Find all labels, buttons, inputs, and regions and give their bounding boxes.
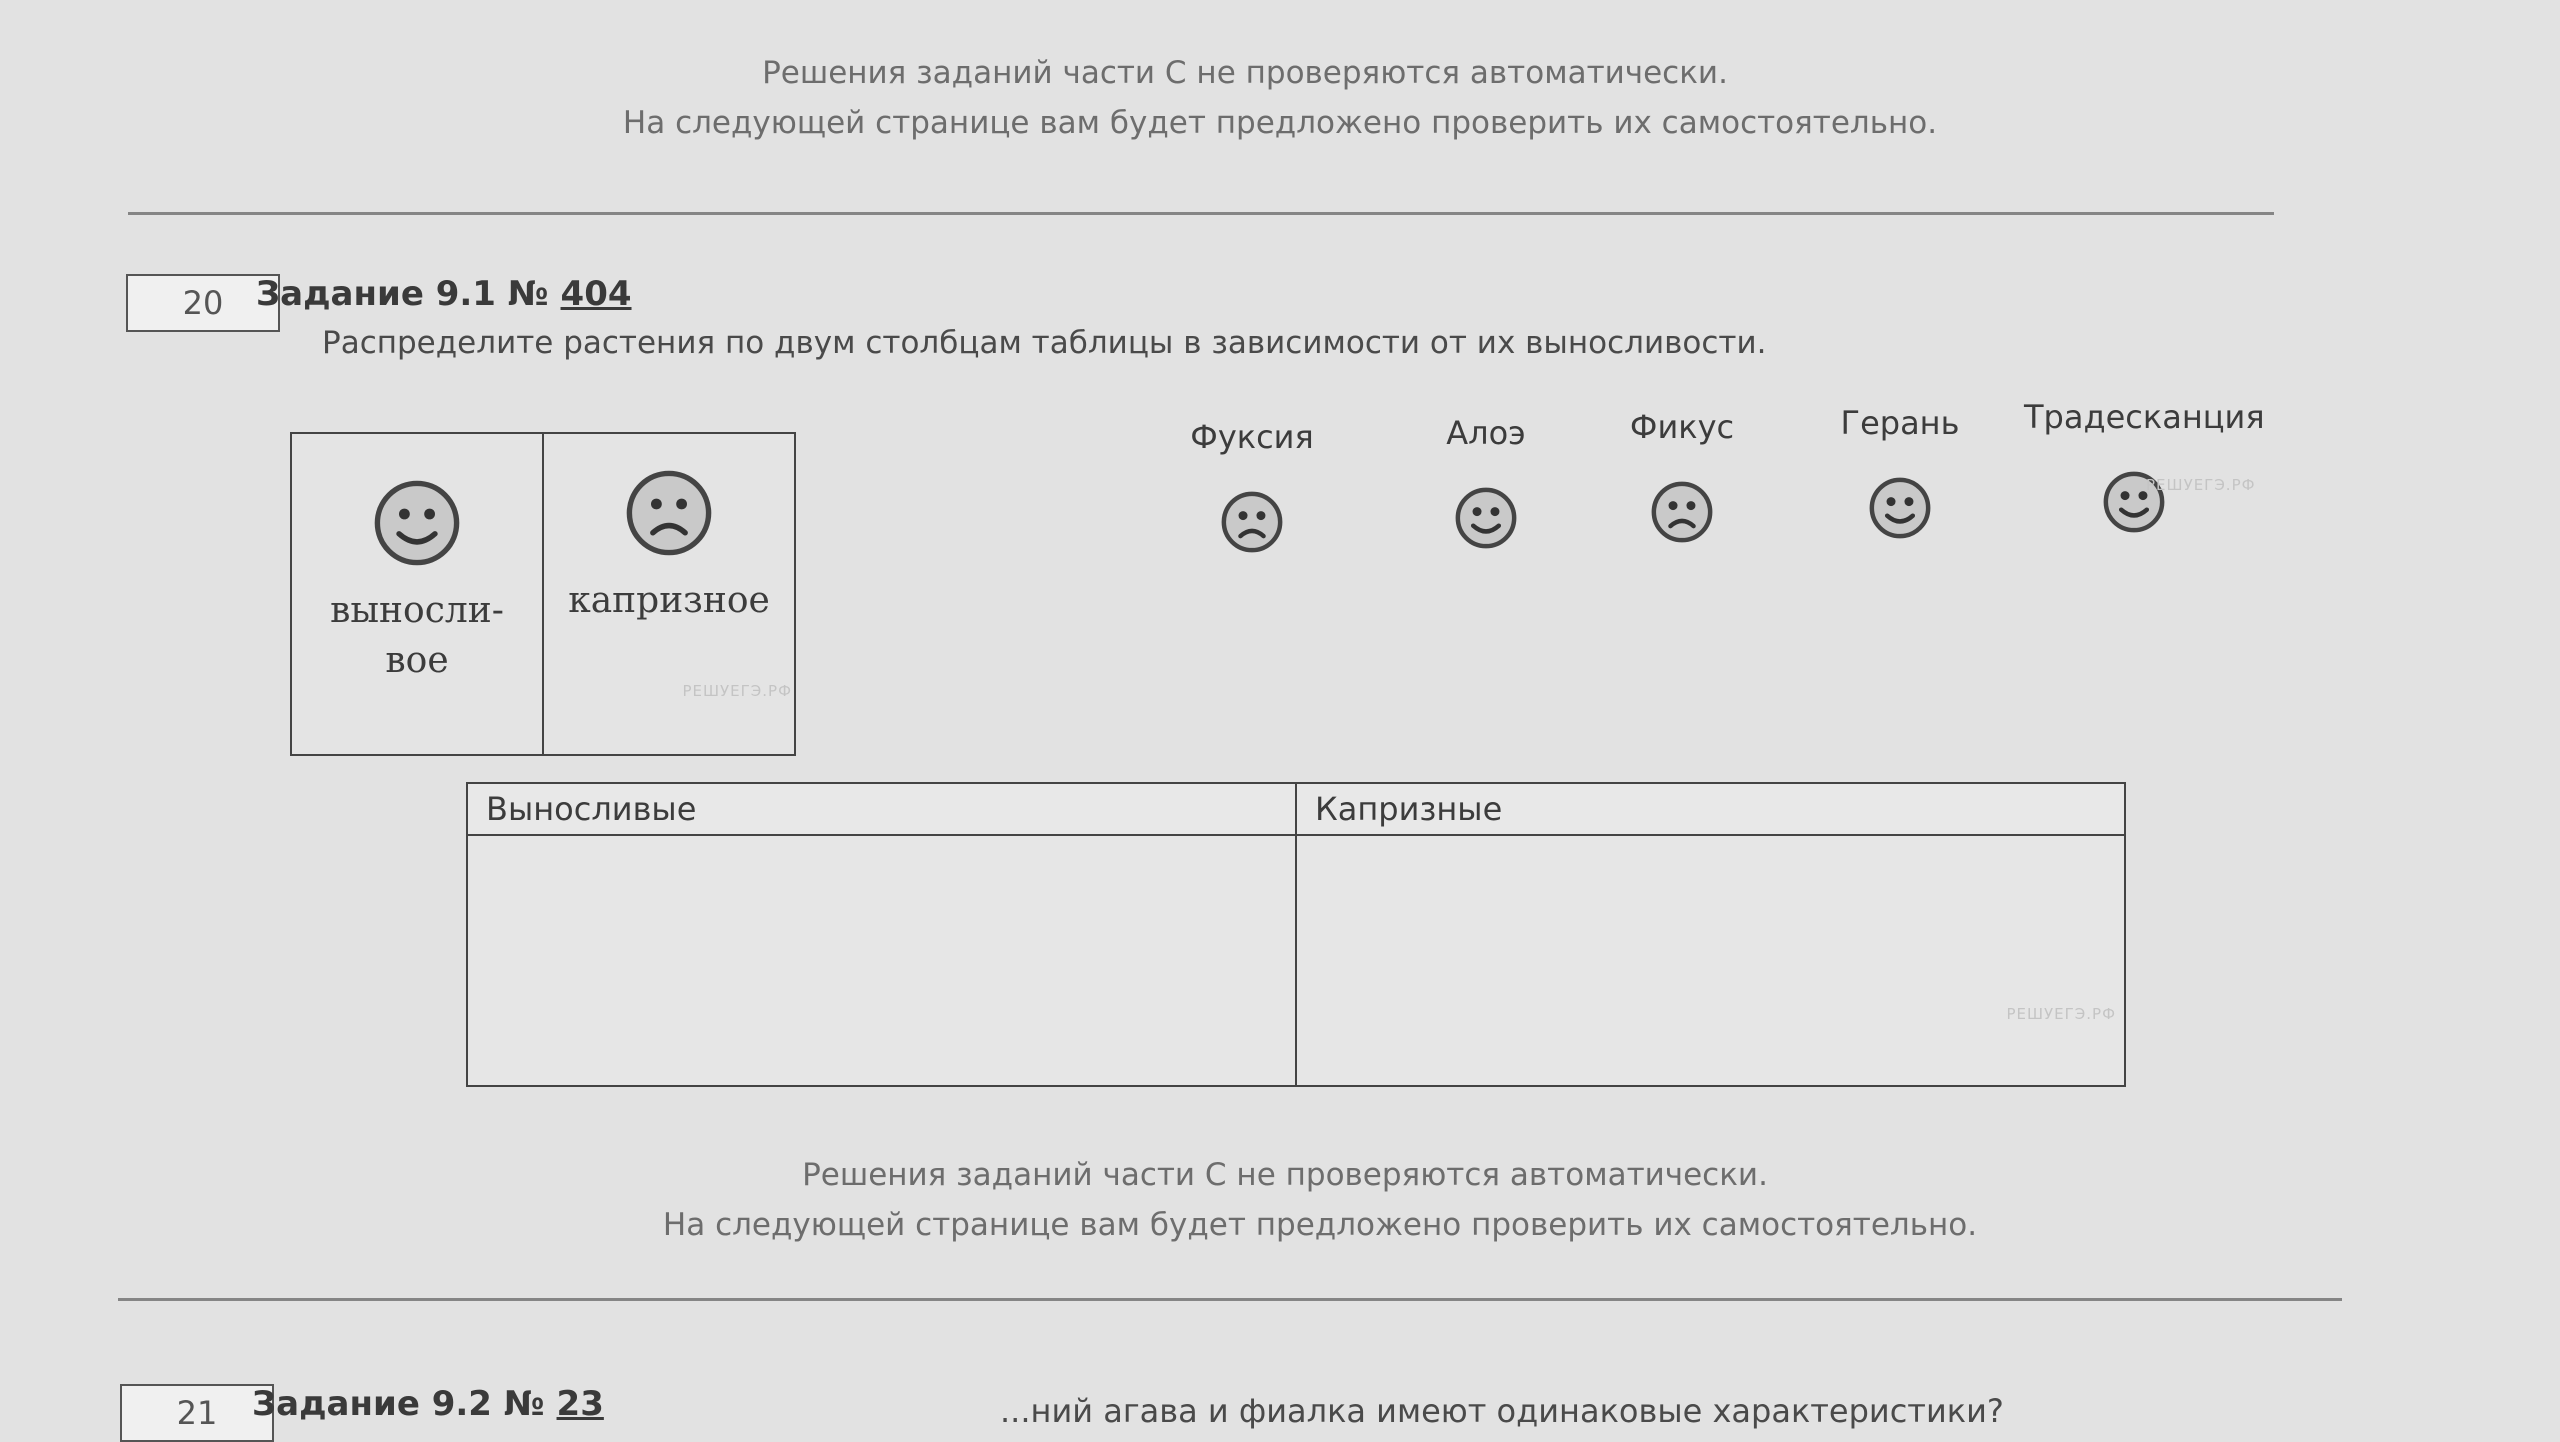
column-capricious-header: Капризные [1296,783,2125,835]
plant-tradescantia[interactable] [2024,392,2265,534]
legend-hardy [292,434,542,754]
happy-face-icon [372,478,462,568]
column-hardy-header: Выносливые [467,783,1296,835]
task-link[interactable]: 23 [556,1384,604,1424]
plant-aloe[interactable] [1386,408,1586,550]
happy-face-icon [1454,486,1518,550]
task-title-prefix: Задание 9.1 № [256,274,549,314]
answer-table [466,782,2126,1087]
plant-name: Герань [1840,404,1960,442]
sad-face-icon [624,468,714,558]
sad-face-icon [1650,480,1714,544]
plant-name: Алоэ [1446,414,1526,452]
plant-name: Традесканция [2024,398,2265,436]
notice-line-1: Решения заданий части C не проверяются автоматически. [802,1157,1768,1193]
legend-box [290,432,796,756]
watermark: РЕШУЕГЭ.РФ [2006,1005,2116,1023]
watermark: РЕШУЕГЭ.РФ [2146,476,2256,494]
answer-table-row [467,835,2125,1086]
happy-face-icon [1868,476,1932,540]
auto-check-notice-bottom [40,1150,2560,1250]
plant-fuchsia[interactable] [1152,412,1352,554]
watermark: РЕШУЕГЭ.РФ [682,682,792,700]
plant-ficus[interactable] [1582,402,1782,544]
legend-capricious-label: капризное [568,580,770,621]
auto-check-notice-top [0,48,2560,148]
task-link[interactable]: 404 [560,274,632,314]
legend-capricious [542,434,794,754]
divider [118,1298,2342,1301]
task-number-box: 20 [126,274,280,332]
divider [128,212,2274,215]
plant-name: Фикус [1629,408,1735,446]
plant-geranium[interactable] [1800,398,2000,540]
task-question-partial: ...ний агава и фиалка имеют одинаковые характеристики? [1000,1392,2004,1430]
task-number-box: 21 [120,1384,274,1442]
notice-line-2: На следующей странице вам будет предложено проверить их самостоятельно. [662,1207,1978,1243]
notice-line-1: Решения заданий части C не проверяются автоматически. [762,55,1728,91]
task-title [256,274,632,314]
drop-zone-capricious[interactable] [1296,835,2125,1086]
drop-zone-hardy[interactable] [467,835,1296,1086]
notice-line-2: На следующей странице вам будет предложено проверить их самостоятельно. [622,105,1938,141]
answer-table-header [467,783,2125,835]
task-title-prefix: Задание 9.2 № [252,1384,545,1424]
task-instruction: Распределите растения по двум столбцам таблицы в зависимости от их выносливости. [322,325,1767,361]
task-title [252,1384,604,1424]
plant-name: Фуксия [1190,418,1314,456]
sad-face-icon [1220,490,1284,554]
legend-hardy-label: выносли- вое [330,590,504,681]
